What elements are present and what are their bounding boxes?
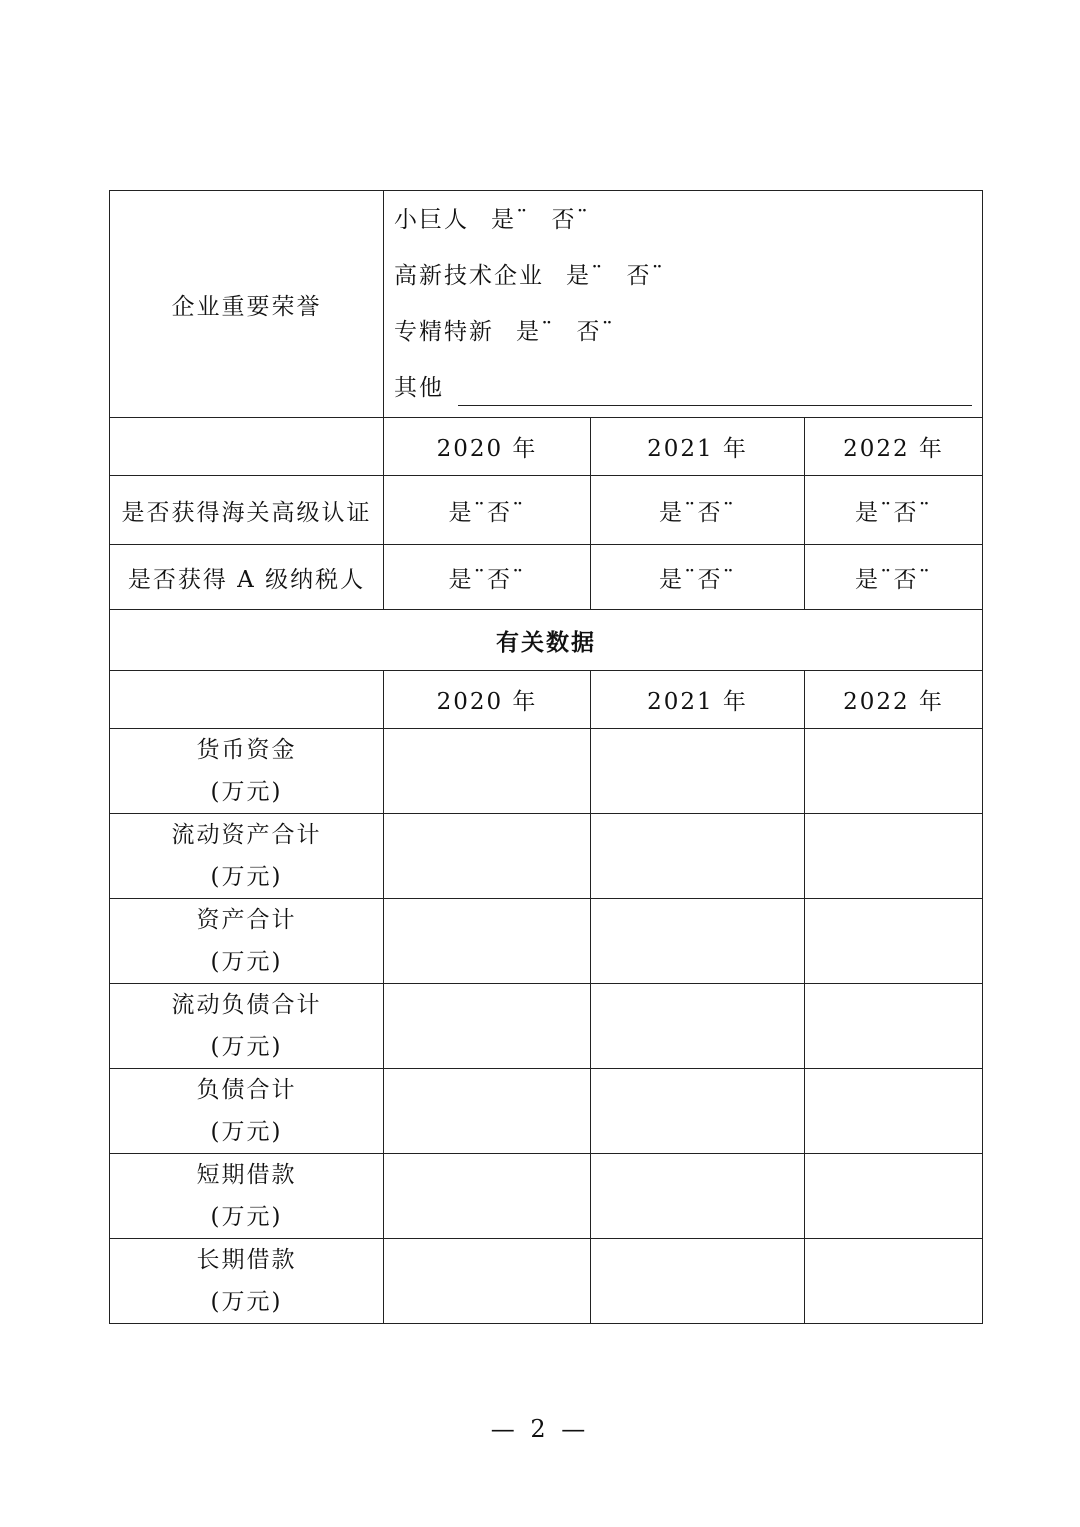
year-header: 2022 年 — [805, 671, 983, 729]
year-header: 2022 年 — [805, 418, 983, 476]
data-input-cell[interactable] — [384, 729, 591, 814]
cert-row-customs — [110, 476, 983, 545]
data-input-cell[interactable] — [591, 1069, 805, 1154]
cert-row-taxpayer — [110, 545, 983, 610]
data-input-cell[interactable] — [591, 814, 805, 899]
yes-checkbox[interactable]: 是¨ — [566, 263, 605, 289]
honor-other — [394, 360, 972, 416]
yes-checkbox[interactable]: 是¨ — [491, 207, 530, 233]
data-row-label: 长期借款 (万元) — [110, 1239, 384, 1324]
year-header: 2021 年 — [591, 418, 805, 476]
no-checkbox[interactable]: 否¨ — [551, 207, 590, 233]
data-input-cell[interactable] — [805, 1069, 983, 1154]
data-input-cell[interactable] — [805, 814, 983, 899]
data-input-cell[interactable] — [805, 1239, 983, 1324]
yes-no-choice[interactable]: 是¨否¨ — [805, 545, 983, 610]
section-title: 有关数据 — [110, 610, 983, 671]
honors-options — [384, 191, 983, 418]
honor-item-zhuanjingtexin — [394, 304, 972, 360]
data-row-label: 流动资产合计 (万元) — [110, 814, 384, 899]
yes-no-choice[interactable]: 是¨否¨ — [591, 476, 805, 545]
data-row-label: 短期借款 (万元) — [110, 1154, 384, 1239]
honor-item-name: 专精特新 — [394, 319, 494, 345]
year-header-row — [110, 671, 983, 729]
honor-other-label: 其他 — [394, 375, 444, 401]
page-number: — 2 — — [490, 1415, 590, 1443]
data-input-cell[interactable] — [384, 899, 591, 984]
data-input-cell[interactable] — [591, 899, 805, 984]
data-row-label: 负债合计 (万元) — [110, 1069, 384, 1154]
data-row — [110, 1154, 983, 1239]
honor-item-xiaojuren — [394, 192, 972, 248]
honors-row — [110, 191, 983, 418]
empty-header-cell — [110, 671, 384, 729]
data-input-cell[interactable] — [591, 729, 805, 814]
yes-no-choice[interactable]: 是¨否¨ — [805, 476, 983, 545]
data-input-cell[interactable] — [384, 984, 591, 1069]
year-header: 2020 年 — [384, 418, 591, 476]
data-input-cell[interactable] — [591, 984, 805, 1069]
year-header-row — [110, 418, 983, 476]
year-header: 2021 年 — [591, 671, 805, 729]
honor-item-hightech — [394, 248, 972, 304]
data-input-cell[interactable] — [384, 1154, 591, 1239]
cert-label: 是否获得海关高级认证 — [110, 476, 384, 545]
data-row — [110, 984, 983, 1069]
empty-header-cell — [110, 418, 384, 476]
honor-item-name: 高新技术企业 — [394, 263, 544, 289]
data-input-cell[interactable] — [591, 1239, 805, 1324]
data-row — [110, 814, 983, 899]
no-checkbox[interactable]: 否¨ — [626, 263, 665, 289]
data-input-cell[interactable] — [591, 1154, 805, 1239]
data-row — [110, 899, 983, 984]
year-header: 2020 年 — [384, 671, 591, 729]
data-row — [110, 729, 983, 814]
honor-item-name: 小巨人 — [394, 207, 469, 233]
data-input-cell[interactable] — [384, 1239, 591, 1324]
cert-label: 是否获得 A 级纳税人 — [110, 545, 384, 610]
data-row — [110, 1069, 983, 1154]
other-input-line[interactable] — [458, 377, 972, 406]
data-input-cell[interactable] — [805, 729, 983, 814]
data-input-cell[interactable] — [384, 1069, 591, 1154]
no-checkbox[interactable]: 否¨ — [576, 319, 615, 345]
section-title-row — [110, 610, 983, 671]
data-row-label: 货币资金 (万元) — [110, 729, 384, 814]
data-input-cell[interactable] — [805, 984, 983, 1069]
data-row — [110, 1239, 983, 1324]
yes-no-choice[interactable]: 是¨否¨ — [384, 476, 591, 545]
data-input-cell[interactable] — [384, 814, 591, 899]
data-input-cell[interactable] — [805, 899, 983, 984]
honors-label: 企业重要荣誉 — [110, 191, 384, 418]
yes-no-choice[interactable]: 是¨否¨ — [384, 545, 591, 610]
data-row-label: 资产合计 (万元) — [110, 899, 384, 984]
enterprise-info-table — [109, 190, 983, 1324]
yes-checkbox[interactable]: 是¨ — [516, 319, 555, 345]
data-input-cell[interactable] — [805, 1154, 983, 1239]
yes-no-choice[interactable]: 是¨否¨ — [591, 545, 805, 610]
data-row-label: 流动负债合计 (万元) — [110, 984, 384, 1069]
